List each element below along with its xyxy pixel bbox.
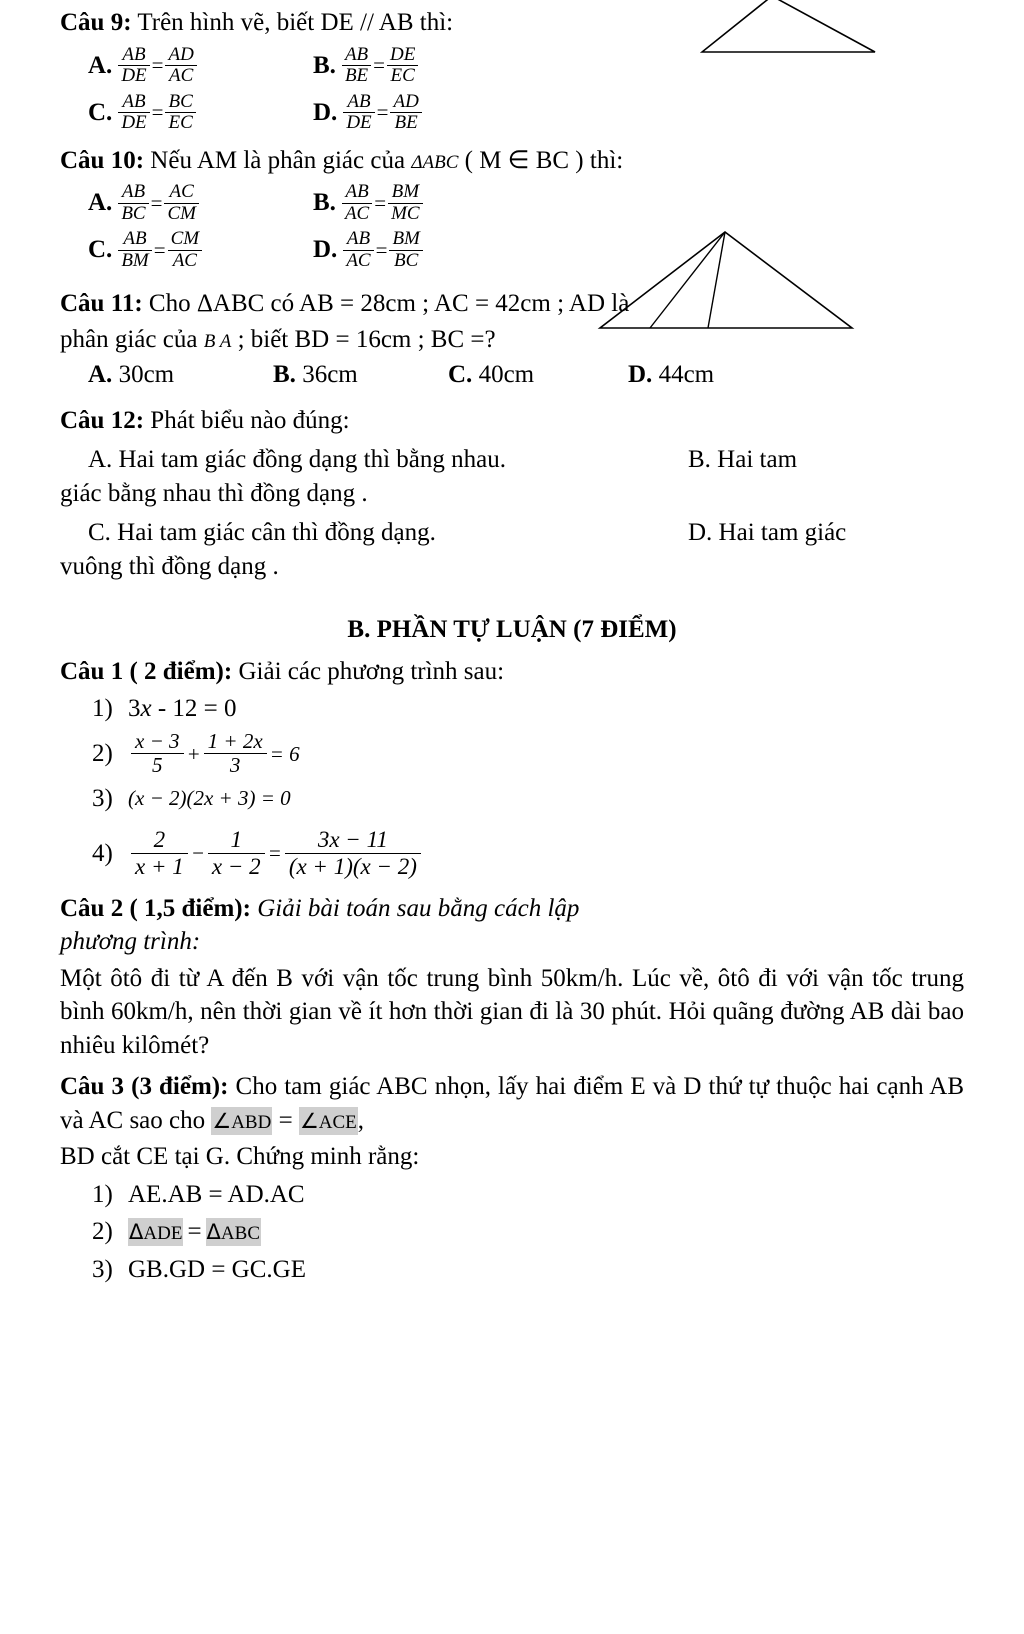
q1-item-2-frac2 (204, 730, 267, 778)
q2-italic-line1: Giải bài toán sau bằng cách lập (257, 894, 580, 922)
option-9-c[interactable] (60, 92, 313, 134)
option-10-c-frac1 (118, 229, 151, 271)
question-12-title: Câu 12: (60, 406, 145, 434)
answer-11-a-text: 30cm (118, 361, 175, 389)
question-9-title: Câu 9: (60, 9, 132, 36)
q1-item-2 (92, 730, 964, 778)
section-b-q3 (60, 1070, 964, 1137)
frac-num: AB (122, 43, 146, 65)
q1-item-4-number: 4) (92, 839, 113, 867)
q1-item-3 (92, 782, 964, 816)
option-12-d[interactable]: D. Hai tam giác (688, 519, 847, 547)
option-10-c-frac2 (168, 229, 203, 271)
question-10-text-italic: ΔABC (411, 151, 459, 173)
frac-num: x − 3 (135, 728, 180, 753)
frac-den: 3 (204, 753, 267, 778)
q1-items (60, 692, 964, 880)
frac-num: AC (169, 181, 194, 203)
option-9-b-label: B. (313, 51, 336, 79)
option-9-a-label: A. (88, 51, 113, 79)
option-12-b-cont: giác bằng nhau thì đồng dạng . (60, 479, 368, 507)
equals-sign: = (151, 53, 164, 78)
question-11-line2-italic: B A (203, 330, 232, 352)
answer-11-d[interactable] (628, 358, 808, 392)
answer-11-c[interactable] (448, 358, 628, 392)
option-9-d-frac1 (343, 92, 374, 134)
question-10-title: Câu 10: (60, 146, 145, 174)
option-9-b-frac2 (387, 45, 418, 87)
q1-item-4-frac1 (131, 827, 188, 880)
option-10-a-frac1 (118, 182, 148, 224)
option-12-d-cont: vuông thì đồng dạng . (60, 552, 279, 580)
option-10-b[interactable] (313, 182, 543, 224)
question-11-line1: Cho ΔABC có AB = 28cm ; AC = 42cm ; AD là (148, 290, 630, 318)
q3-title: Câu 3 (3 điểm): (60, 1073, 229, 1101)
q1-item-4 (92, 827, 964, 880)
frac-num: BC (168, 90, 193, 112)
q1-item-1-number: 1) (92, 695, 113, 723)
q1-item-3-equation: (x − 2)(2x + 3) = 0 (128, 786, 291, 811)
frac-num: 3x − 11 (317, 827, 388, 853)
frac-den: 5 (131, 753, 184, 778)
option-10-a-label: A. (88, 189, 113, 217)
q3-triangle-ade-text: ADE (143, 1222, 183, 1244)
question-12 (60, 404, 964, 438)
q1-item-2-number: 2) (92, 739, 113, 767)
equals-sign: = (151, 100, 164, 125)
frac-num: AB (122, 90, 146, 112)
option-10-d-label: D. (313, 236, 338, 264)
frac-num: AB (123, 228, 147, 250)
answer-11-b-label: B. (273, 361, 296, 389)
option-9-a-frac2 (165, 45, 196, 87)
q1-item-3-number: 3) (92, 784, 113, 812)
q1-title: Câu 1 ( 2 điểm): (60, 657, 233, 685)
q3-triangle-ade: ΔADE (128, 1218, 183, 1246)
q2-italic-line2: phương trình: (60, 928, 201, 956)
equals-sign: = (376, 100, 389, 125)
frac-num: AB (347, 90, 371, 112)
option-10-b-frac1 (342, 182, 372, 224)
option-9-b[interactable] (313, 45, 543, 87)
q3-body-end: BD cắt CE tại G. Chứng minh rằng: (60, 1143, 420, 1171)
option-9-c-frac2 (165, 92, 195, 134)
q3-angle-ace-text: ACE (318, 1111, 357, 1133)
option-10-d-frac2 (389, 229, 422, 271)
question-9-text: Trên hình vẽ, biết DE // AB thì: (137, 9, 454, 36)
frac-den: AC (165, 65, 196, 87)
question-11-answers (60, 358, 964, 392)
figure-q10-triangle (590, 228, 860, 336)
equals-sign: = (373, 53, 385, 78)
frac-den: CM (164, 203, 199, 225)
frac-num: BM (392, 228, 420, 250)
q1-item-4-frac2 (208, 827, 265, 880)
equals-sign: = (374, 191, 387, 216)
frac-num: AB (346, 228, 371, 250)
q1-item-4-frac3 (285, 827, 421, 880)
q3-angle-ace: ∠ACE (299, 1107, 358, 1135)
frac-den: AC (168, 250, 203, 272)
question-9-options-row-2 (60, 92, 964, 134)
option-9-c-label: C. (88, 98, 113, 126)
section-b-q2 (60, 892, 964, 926)
frac-num: AD (168, 43, 194, 65)
frac-den: EC (165, 112, 195, 134)
q3-angle-abd: ∠ABD (211, 1107, 272, 1135)
question-12-row-2 (60, 516, 964, 550)
frac-den: (x + 1)(x − 2) (285, 853, 421, 880)
question-10-options-row-1 (60, 182, 964, 224)
option-10-c[interactable] (60, 229, 313, 271)
frac-den: MC (388, 203, 423, 225)
option-10-d[interactable] (313, 229, 543, 271)
frac-num: 2 (153, 827, 166, 853)
q3-body-mid: = (278, 1106, 293, 1134)
q3-triangle-abc-text: ABC (220, 1222, 260, 1244)
option-10-a-frac2 (164, 182, 199, 224)
q1-text: Giải các phương trình sau: (238, 657, 505, 685)
q1-item-1-equation: 3x - 12 = 0 (128, 695, 237, 723)
frac-den: EC (387, 65, 418, 87)
q3-triangle-abc: ΔABC (206, 1218, 261, 1246)
question-11-line2-after: ; biết BD = 16cm ; BC =? (237, 325, 496, 353)
option-12-c[interactable]: C. Hai tam giác cân thì đồng dạng. (88, 519, 436, 547)
option-9-b-frac1 (342, 45, 371, 87)
q1-item-2-frac1 (131, 730, 184, 778)
frac-num: BM (391, 181, 420, 203)
answer-11-a-label: A. (88, 361, 113, 389)
frac-num: 1 (230, 827, 243, 853)
q1-item-4-equals: = (267, 841, 282, 866)
q3-item-2-equals: = (187, 1218, 202, 1246)
q2-body: Một ôtô đi từ A đến B với vận tốc trung bình 50km/h. Lúc về, ôtô đi với vận tốc trung bình 60km/h, nên thời gian về ít hơn thời gian đi là 30 phút. Hỏi quãng đường AB dài bao nhiêu kilômét? (60, 964, 964, 1059)
answer-11-c-text: 40cm (478, 361, 535, 389)
answer-11-c-label: C. (448, 361, 473, 389)
equals-sign: = (153, 238, 166, 263)
question-10 (60, 144, 964, 178)
frac-num: AD (393, 90, 419, 112)
question-12-text: Phát biểu nào đúng: (150, 406, 350, 434)
q3-item-3-text: GB.GD = GC.GE (128, 1255, 306, 1283)
option-9-a[interactable] (60, 45, 313, 87)
frac-den: x + 1 (131, 853, 188, 880)
q1-item-1 (92, 692, 964, 726)
answer-11-b[interactable] (273, 358, 448, 392)
q3-item-3 (92, 1253, 964, 1287)
option-9-d-label: D. (313, 98, 338, 126)
option-12-b[interactable]: B. Hai tam (688, 446, 798, 474)
q1-item-2-operator: + (186, 741, 201, 766)
frac-den: BE (342, 65, 371, 87)
frac-num: AB (345, 181, 369, 203)
equals-sign: = (375, 238, 388, 263)
frac-num: 1 + 2x (207, 728, 263, 753)
frac-den: BE (390, 112, 421, 134)
q3-item-2 (92, 1215, 964, 1249)
option-9-d-frac2 (390, 92, 421, 134)
frac-den: DE (343, 112, 374, 134)
option-10-d-frac1 (343, 229, 373, 271)
option-10-b-frac2 (388, 182, 423, 224)
question-10-text-before: Nếu AM là phân giác của (150, 146, 406, 174)
q2-title: Câu 2 ( 1,5 điểm): (60, 894, 251, 922)
frac-den: BM (118, 250, 151, 272)
answer-11-d-text: 44cm (658, 361, 715, 389)
section-b-heading: B. PHẦN TỰ LUẬN (7 ĐIỂM) (347, 616, 677, 644)
answer-11-b-text: 36cm (302, 361, 358, 389)
option-9-d[interactable] (313, 92, 543, 134)
frac-num: CM (170, 228, 200, 250)
frac-den: AC (342, 203, 372, 225)
frac-den: DE (118, 65, 149, 87)
option-10-a[interactable] (60, 182, 313, 224)
q3-body-before: Cho tam giác ABC nhọn, lấy hai điểm E và D thứ tự thuộc hai cạnh AB và AC sao cho (60, 1073, 965, 1134)
q3-item-1-text: AE.AB = AD.AC (128, 1180, 305, 1208)
frac-den: BC (389, 250, 422, 272)
section-b-q1 (60, 655, 964, 689)
question-10-text-after: ( M ∈ BC ) thì: (464, 146, 624, 174)
question-11-line2-before: phân giác của (60, 325, 198, 353)
figure-q9-triangle (700, 0, 880, 56)
option-12-a[interactable]: A. Hai tam giác đồng dạng thì bằng nhau. (88, 446, 506, 474)
q3-item-1-number: 1) (92, 1180, 113, 1208)
q3-item-2-number: 2) (92, 1218, 113, 1246)
answer-11-d-label: D. (628, 361, 653, 389)
frac-num: AB (121, 181, 146, 203)
frac-num: AB (344, 43, 369, 65)
frac-den: AC (343, 250, 373, 272)
q3-item-1 (92, 1178, 964, 1212)
option-9-a-frac1 (118, 45, 149, 87)
q1-item-4-operator: − (190, 841, 205, 866)
q3-body-after: , (357, 1106, 365, 1134)
frac-den: x − 2 (208, 853, 265, 880)
frac-num: DE (390, 43, 416, 65)
q3-items (60, 1178, 964, 1287)
question-11-title: Câu 11: (60, 290, 143, 318)
frac-den: DE (118, 112, 149, 134)
q1-item-2-tail: = 6 (269, 741, 300, 766)
equals-sign: = (150, 191, 163, 216)
answer-11-a[interactable] (60, 358, 273, 392)
question-12-row-1 (60, 443, 964, 477)
option-10-b-label: B. (313, 189, 336, 217)
q3-angle-abd-text: ABD (231, 1111, 272, 1133)
option-10-c-label: C. (88, 236, 113, 264)
option-9-c-frac1 (118, 92, 149, 134)
frac-den: BC (118, 203, 148, 225)
q3-item-3-number: 3) (92, 1255, 113, 1283)
